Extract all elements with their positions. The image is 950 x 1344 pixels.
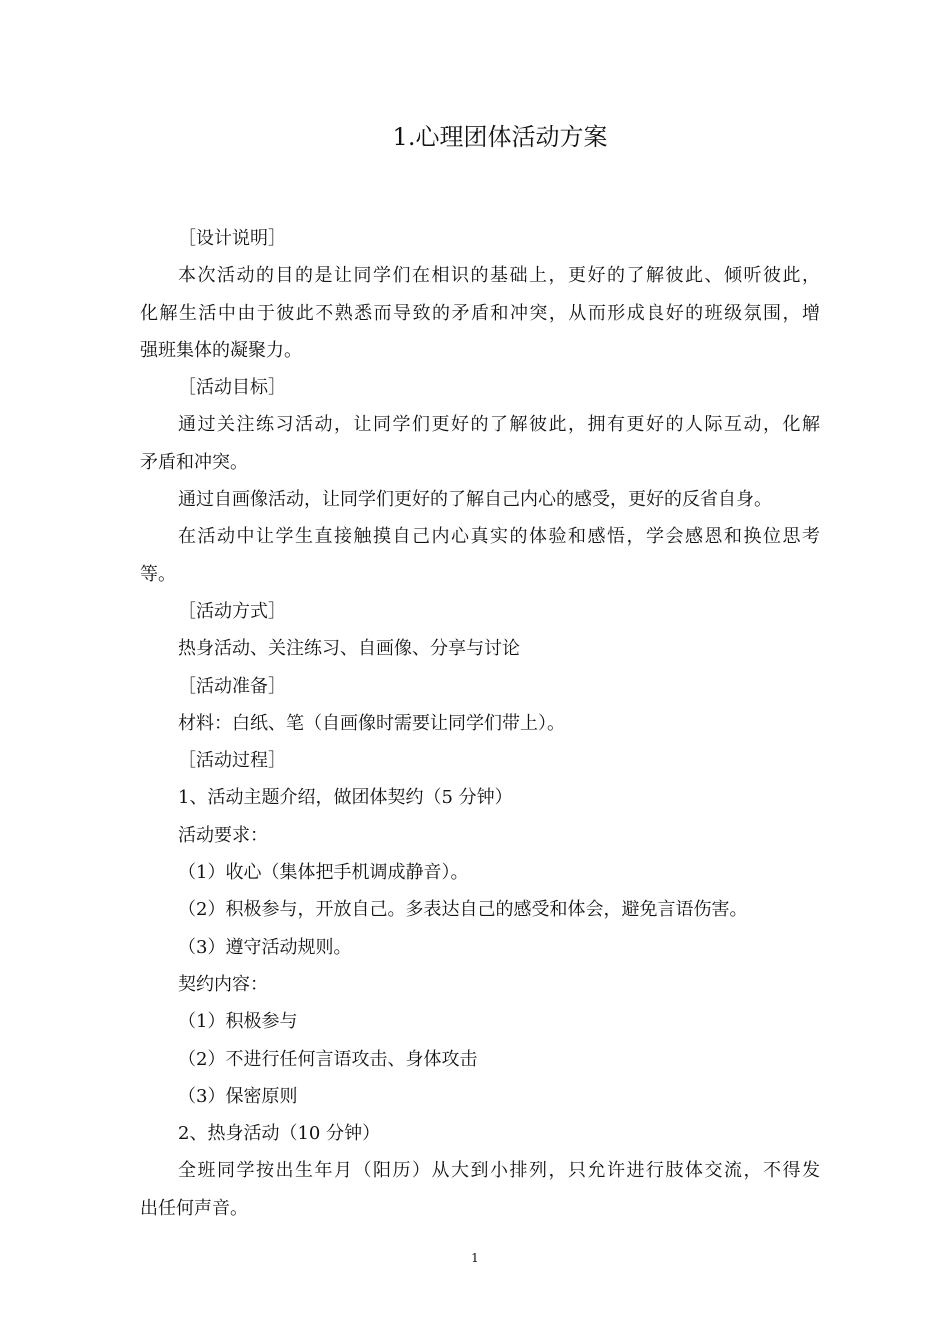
body-text-line: 通过关注练习活动，让同学们更好的了解彼此，拥有更好的人际互动，化解 (178, 414, 820, 436)
body-text-line: 通过自画像活动，让同学们更好的了解自己内心的感受，更好的反省自身。 (178, 489, 772, 511)
body-text-line: 活动要求： (178, 824, 268, 846)
body-text-line: 全班同学按出生年月（阳历）从大到小排列，只允许进行肢体交流，不得发 (178, 1160, 820, 1182)
body-text-line: （2）积极参与，开放自己。多表达自己的感受和体会，避免言语伤害。 (178, 899, 748, 921)
body-text-line: （1）积极参与 (178, 1011, 298, 1033)
body-text-line: ［活动准备］ (178, 675, 286, 697)
body-text-line: 2、热身活动（10 分钟） (178, 1123, 381, 1145)
body-text-line: ［设计说明］ (178, 228, 286, 249)
body-text-line: 化解生活中由于彼此不熟悉而导致的矛盾和冲突，从而形成良好的班级氛围，增 (140, 302, 820, 324)
body-text-line: （2）不进行任何言语攻击、身体攻击 (178, 1048, 478, 1070)
body-text-line: 本次活动的目的是让同学们在相识的基础上，更好的了解彼此、倾听彼此， (178, 265, 820, 287)
body-text-line: 1、活动主题介绍，做团体契约（5 分钟） (178, 787, 513, 809)
body-text-line: 契约内容： (178, 973, 268, 995)
page-number: 1 (471, 1251, 479, 1265)
document-body (140, 220, 820, 1227)
body-text-line: 材料：白纸、笔（自画像时需要让同学们带上）。 (178, 712, 565, 734)
body-text-line: （3）遵守活动规则。 (178, 936, 352, 958)
body-text-line: 矛盾和冲突。 (140, 451, 248, 473)
body-text-line: 出任何声音。 (140, 1197, 248, 1219)
document-title: 1.心理团体活动方案 (392, 123, 608, 151)
body-text-line: 强班集体的凝聚力。 (140, 339, 302, 361)
body-text-line: 等。 (140, 563, 176, 585)
body-text-line: （1）收心（集体把手机调成静音）。 (178, 862, 469, 884)
body-text-line: ［活动目标］ (178, 377, 286, 399)
body-text-line: 热身活动、关注练习、自画像、分享与讨论 (178, 638, 520, 660)
body-text-line: ［活动方式］ (178, 600, 286, 622)
body-text-line: ［活动过程］ (178, 750, 286, 772)
body-text-line: 在活动中让学生直接触摸自己内心真实的体验和感悟，学会感恩和换位思考 (178, 526, 820, 548)
body-text-line: （3）保密原则 (178, 1085, 298, 1107)
